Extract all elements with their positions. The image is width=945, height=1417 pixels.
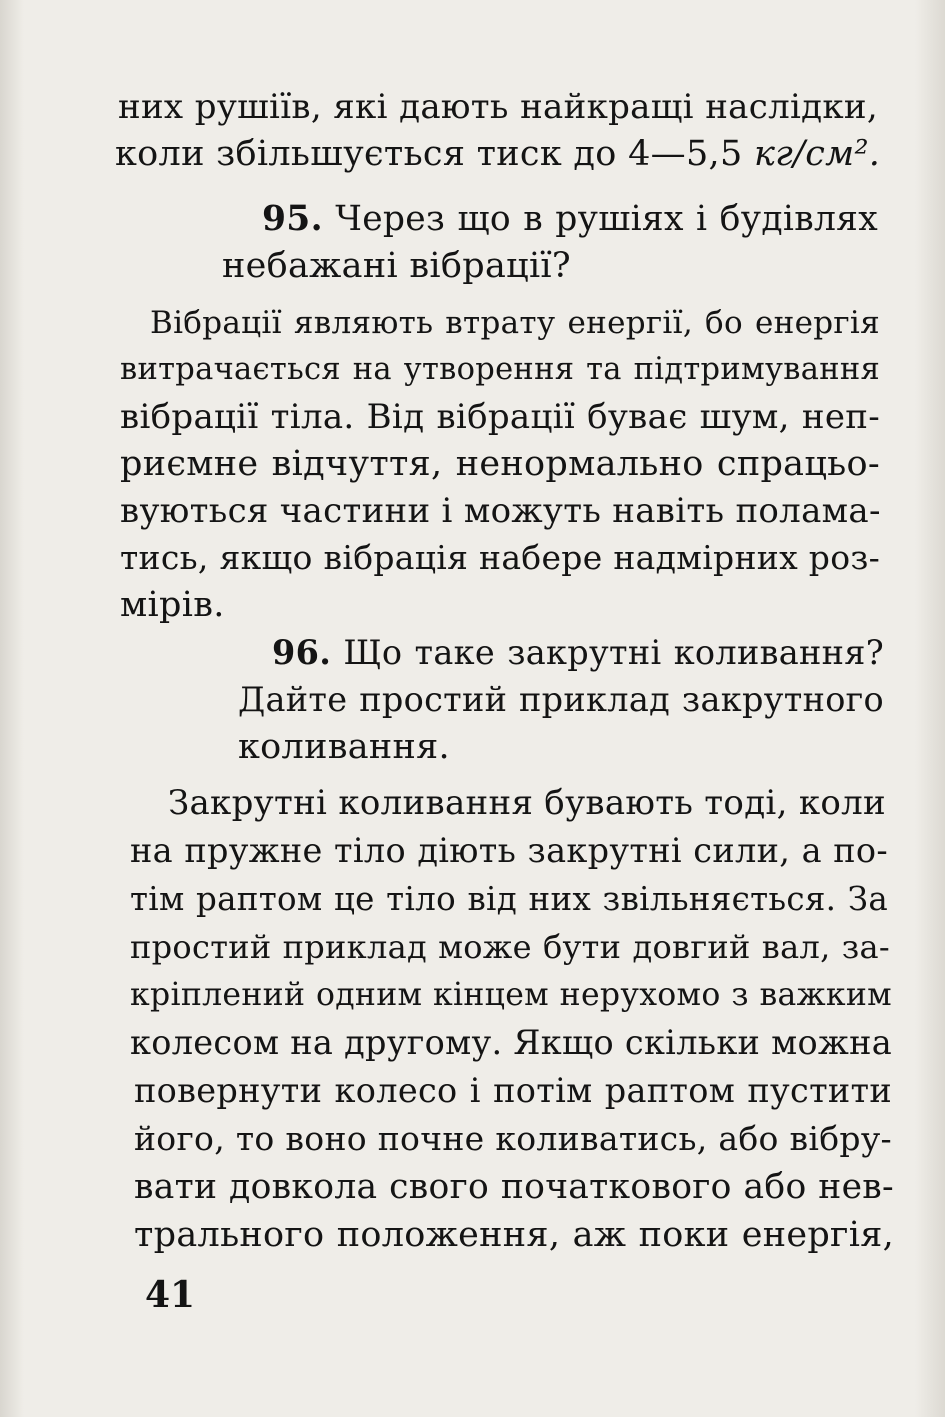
question-96-title-text-1: Що таке закрутні коливання?	[343, 633, 884, 672]
answer-96-line-10: трального положення, аж поки енергія,	[134, 1215, 894, 1255]
answer-95-line-2: витрачається на утворення та підтримування	[120, 352, 880, 387]
answer-95-line-6: тись, якщо вібрація набере надмірних роз-	[120, 538, 881, 577]
answer-96-line-6: колесом на другому. Якщо скільки можна	[130, 1023, 892, 1062]
intro-line-2	[115, 131, 880, 177]
answer-95-line-7: мірів.	[120, 585, 225, 625]
answer-95-line-3: вібрації тіла. Від вібрації буває шум, неп-	[120, 397, 880, 437]
answer-96-line-1: Закрутні коливання бувають тоді, коли	[168, 783, 886, 823]
question-95-number: 95.	[262, 199, 323, 239]
page-number: 41	[145, 1274, 196, 1316]
question-95-title-line-1	[262, 196, 878, 242]
answer-96-line-8: його, то воно почне коливатись, або вібру-	[134, 1119, 892, 1158]
intro-line-2-text: коли збільшується тиск до 4—5,5	[115, 134, 743, 174]
answer-96-line-5: кріплений одним кінцем нерухомо з важким	[130, 977, 892, 1013]
question-96-title-line-1	[272, 630, 884, 676]
answer-95-line-4: риємне відчуття, ненормально спрацьо-	[120, 444, 880, 484]
question-96-title-line-3: коливання.	[238, 727, 450, 767]
question-95-title-line-2: небажані вібрації?	[222, 246, 571, 286]
answer-96-line-7: повернути колесо і потім раптом пустити	[134, 1071, 892, 1110]
answer-96-line-9: вати довкола свого початкового або нев-	[134, 1167, 894, 1207]
intro-unit: кг/см².	[753, 134, 881, 174]
question-96-title-line-2: Дайте простий приклад закрутного	[238, 680, 884, 719]
answer-96-line-4: простий приклад може бути довгий вал, за-	[130, 928, 890, 966]
answer-95-line-1: Вібрації являють втрату енергії, бо енергія	[150, 305, 880, 341]
question-96-number: 96.	[272, 633, 332, 672]
question-95-title-text-1: Через що в рушіях і будівлях	[335, 199, 878, 239]
answer-96-line-2: на пружне тіло діють закрутні сили, а по-	[130, 831, 888, 870]
answer-95-line-5: вуються частини і можуть навіть полама-	[120, 491, 881, 531]
answer-96-line-3: тім раптом це тіло від них звільняється. За	[130, 880, 888, 918]
intro-line-1: них рушіїв, які дають найкращі наслідки,	[118, 87, 878, 127]
